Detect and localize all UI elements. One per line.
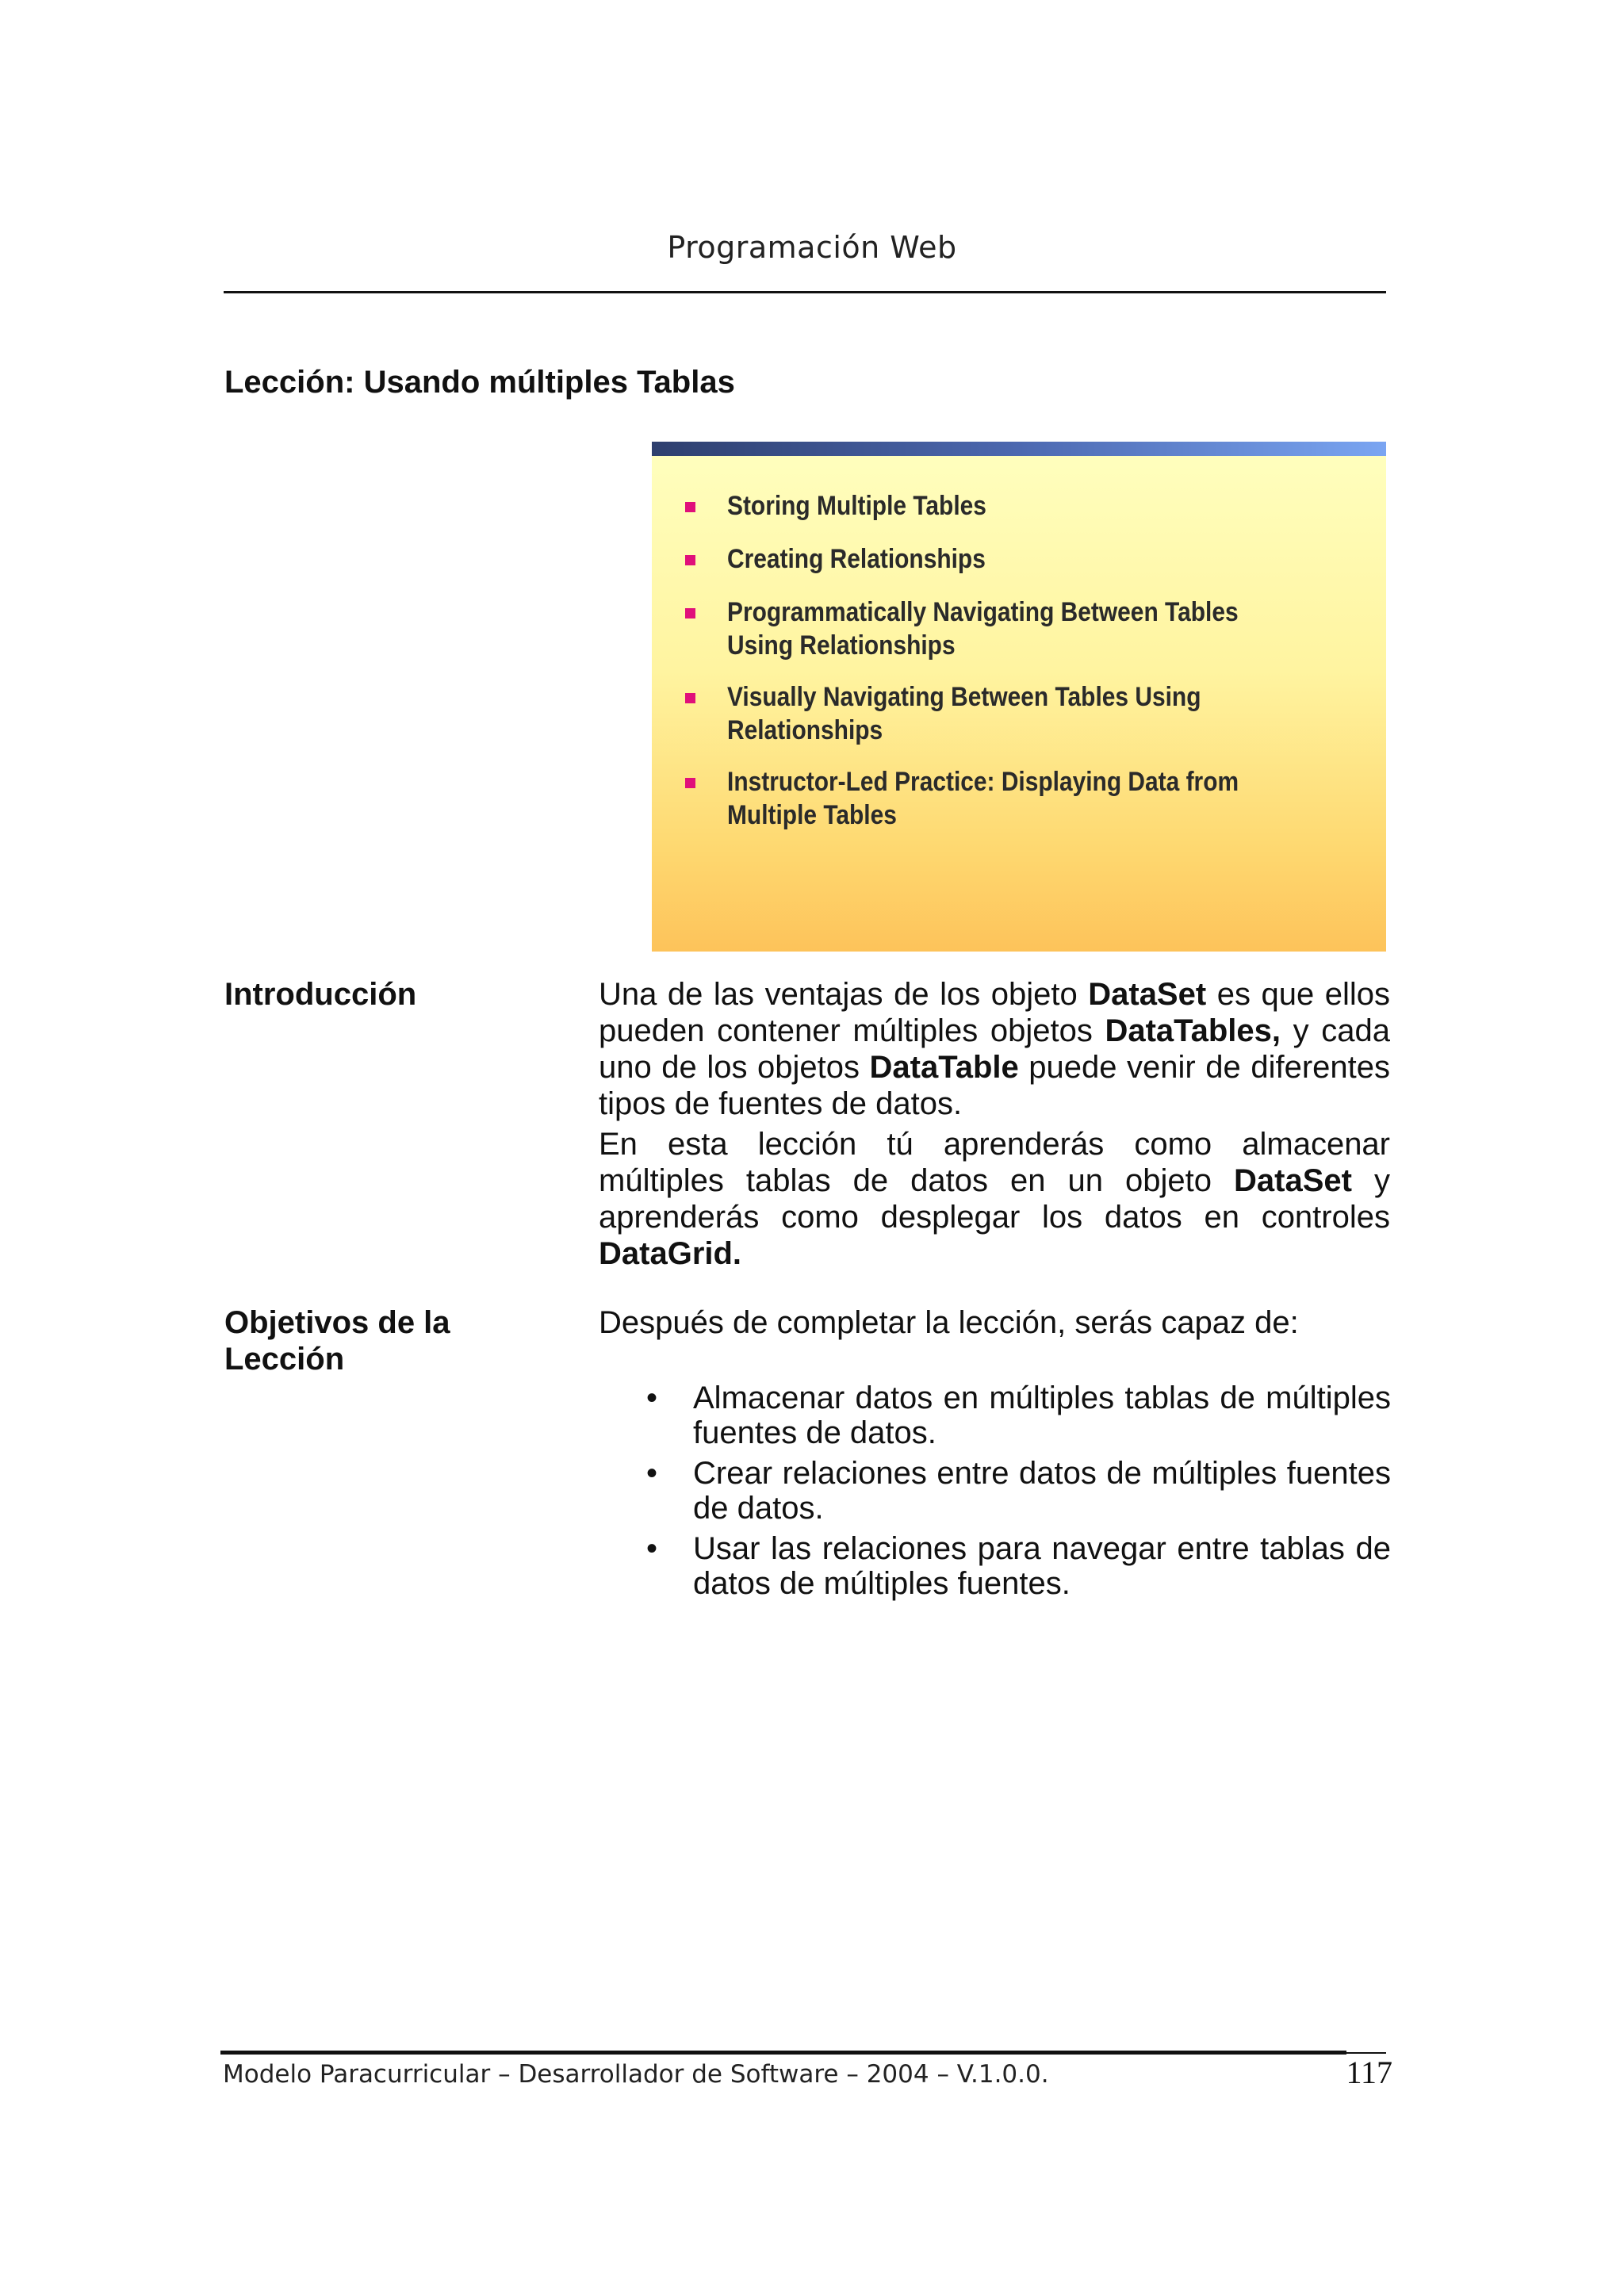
footer-rule xyxy=(220,2051,1346,2055)
objective-item: Usar las relaciones para navegar entre tablas de datos de múltiples fuentes. xyxy=(693,1531,1391,1601)
slide-bullet-icon xyxy=(685,502,695,512)
objective-item: Almacenar datos en múltiples tablas de múltiples fuentes de datos. xyxy=(693,1381,1391,1450)
intro-paragraph: Una de las ventajas de los objeto DataSet es que ellos pueden contener múltiples objetos DataTables, y cada uno de los objetos DataTable puede venir de diferentes tipos de fuentes de datos. xyxy=(599,977,1390,1121)
slide-title-bar xyxy=(652,442,1386,456)
bullet-icon: • xyxy=(646,1381,658,1415)
intro-paragraph-2: En esta lección tú aprenderás como almacenar múltiples tablas de datos en un objeto DataSet y aprenderás como desplegar los datos en controles DataGrid. xyxy=(599,1127,1390,1271)
page-number: 117 xyxy=(1346,2055,1392,2090)
slide-bullet-icon xyxy=(685,693,695,703)
intro-label: Introducción xyxy=(224,977,417,1012)
running-header: Programación Web xyxy=(667,230,957,265)
objectives-label: Objetivos de la Lección xyxy=(224,1305,450,1377)
slide-item: Visually Navigating Between Tables Using Relationships xyxy=(727,682,1201,745)
slide-item: Programmatically Navigating Between Tables Using Relationships xyxy=(727,597,1239,661)
header-rule xyxy=(224,291,1386,293)
slide-item: Instructor-Led Practice: Displaying Data from Multiple Tables xyxy=(727,767,1239,830)
slide-bullet-icon xyxy=(685,555,695,565)
slide-bullet-icon xyxy=(685,608,695,618)
slide-image xyxy=(652,442,1386,952)
slide-item: Creating Relationships xyxy=(727,544,986,574)
bullet-icon: • xyxy=(646,1456,658,1491)
footer-text: Modelo Paracurricular – Desarrollador de Software – 2004 – V.1.0.0. xyxy=(223,2060,1049,2089)
slide-item: Storing Multiple Tables xyxy=(727,491,986,521)
lesson-title: Lección: Usando múltiples Tablas xyxy=(224,365,735,400)
slide-bullet-icon xyxy=(685,778,695,788)
bullet-icon: • xyxy=(646,1531,658,1566)
objectives-lead: Después de completar la lección, serás capaz de: xyxy=(599,1305,1299,1340)
objective-item: Crear relaciones entre datos de múltiples fuentes de datos. xyxy=(693,1456,1391,1526)
